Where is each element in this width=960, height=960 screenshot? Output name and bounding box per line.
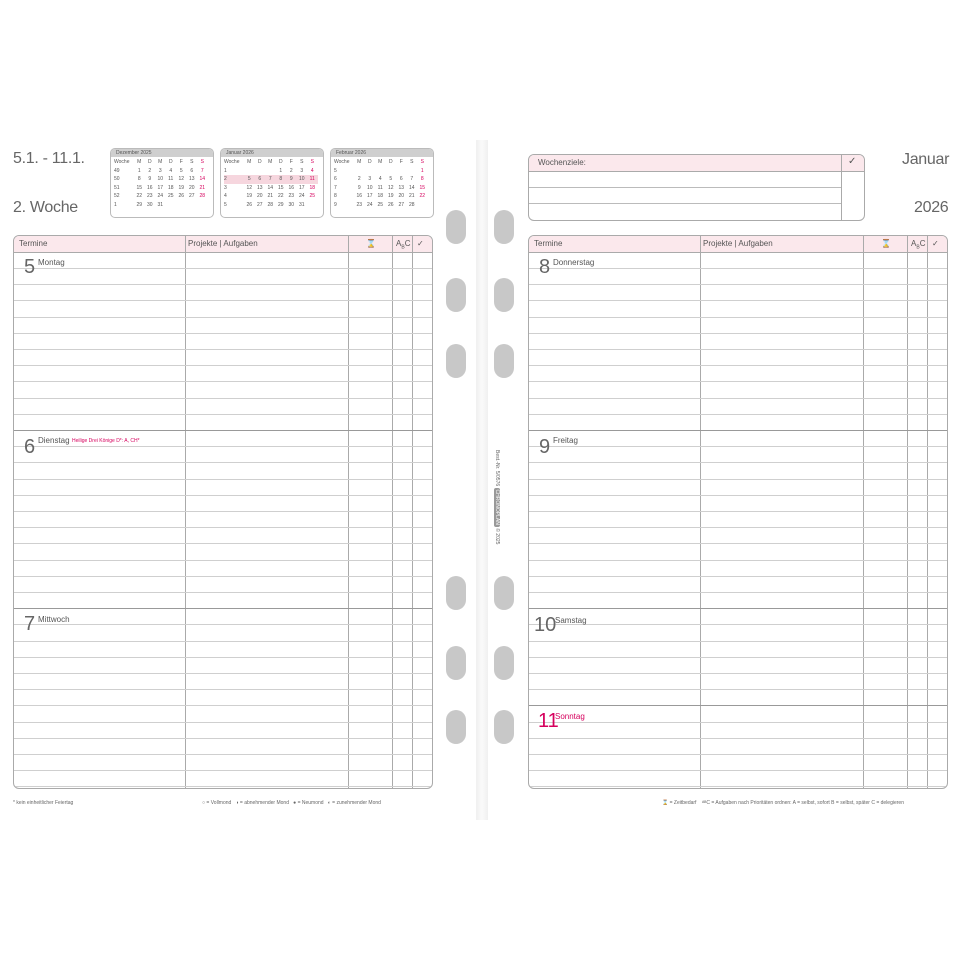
ruled-line	[529, 576, 947, 577]
week-label: 2. Woche	[13, 199, 78, 216]
binder-hole	[446, 576, 466, 610]
new-moon-icon: ●	[293, 800, 297, 806]
ruled-line	[14, 673, 432, 674]
ruled-line	[14, 592, 432, 593]
day-number: 9	[539, 436, 551, 458]
ruled-line	[529, 722, 947, 723]
ruled-line	[14, 349, 432, 350]
ruled-line	[529, 462, 947, 463]
ruled-line	[529, 608, 947, 609]
ruled-line	[14, 608, 432, 609]
ruled-line	[529, 365, 947, 366]
ruled-line	[529, 560, 947, 561]
ruled-line	[529, 268, 947, 269]
brand-badge: CHRONOPLAN	[494, 489, 500, 525]
col-termine: Termine	[19, 239, 48, 248]
ruled-line	[14, 560, 432, 561]
ruled-line	[14, 300, 432, 301]
ruled-line	[529, 754, 947, 755]
day-name: Freitag	[553, 436, 578, 445]
ruled-line	[529, 641, 947, 642]
imprint	[494, 450, 500, 544]
mini-calendar-december: Dezember 2025 Woche M D M D F S S 49 1 2 3 4 5 6 7 50 8 9 10 11 12 13 14 51 15 16 17 18 19 20 21 52 22 23 24 25 26 27 28 1 29 30 31	[110, 148, 214, 218]
mini-calendar-title: Februar 2026	[331, 149, 433, 157]
ruled-line	[14, 398, 432, 399]
ruled-line	[14, 576, 432, 577]
order-number: Best.-Nr. 5/0576	[494, 450, 500, 487]
day-number: 10	[534, 614, 557, 636]
day-name-sunday: Sonntag	[555, 712, 585, 721]
col-projekte: Projekte | Aufgaben	[188, 239, 258, 248]
ruled-line	[14, 365, 432, 366]
full-moon-icon: ○	[202, 800, 206, 806]
ruled-line	[529, 317, 947, 318]
ruled-line	[529, 689, 947, 690]
day-number: 7	[24, 613, 36, 635]
ruled-line	[529, 543, 947, 544]
ruled-line	[529, 430, 947, 431]
weekly-goals-box[interactable]	[528, 154, 865, 221]
binder-hole	[446, 344, 466, 378]
ruled-line	[529, 446, 947, 447]
day-name: Donnerstag	[553, 258, 595, 267]
day-number: 5	[24, 256, 36, 278]
ruled-line	[14, 657, 432, 658]
weekly-goals-label: Wochenziele:	[529, 155, 864, 172]
abc-icon: $A_BC$	[911, 239, 926, 251]
ruled-line	[14, 543, 432, 544]
date-range: 5.1. - 11.1.	[13, 150, 85, 167]
ruled-line	[529, 511, 947, 512]
mini-calendar-title: Januar 2026	[221, 149, 323, 157]
ruled-line	[529, 333, 947, 334]
day-name: Montag	[38, 258, 65, 267]
day-number: 6	[24, 436, 36, 458]
binder-hole	[446, 278, 466, 312]
goals-line	[529, 187, 842, 188]
abc-icon: $A_BC$	[396, 239, 411, 251]
check-icon: ✓	[848, 156, 857, 167]
mini-calendar-february: Februar 2026 Woche M D M D F S S 5 1 6 2 3 4 5 6 7 8 7 9 10 11 12 13 14 15 8 16 17 18 19 20 21 22 9 23 24 25 26 27 28	[330, 148, 434, 218]
ruled-line	[14, 770, 432, 771]
moon-legend: ○ = Vollmond ◑ = abnehmender Mond ● = Neumond ◐ = zunehmender Mond	[202, 800, 381, 806]
planner-legend: ⌛ = Zeitbedarf ᴬᴮC = Aufgaben nach Prioritäten ordnen: A = selbst, sofort B = selbst, später C = delegieren	[662, 800, 904, 806]
binder-hole	[494, 344, 514, 378]
ruled-line	[14, 786, 432, 787]
ruled-line	[14, 722, 432, 723]
ruled-line	[529, 398, 947, 399]
ruled-line	[529, 284, 947, 285]
page-gutter	[476, 140, 488, 820]
hourglass-icon: ⌛	[662, 800, 669, 806]
binder-hole	[446, 710, 466, 744]
ruled-line	[529, 495, 947, 496]
ruled-line	[14, 430, 432, 431]
ruled-line	[14, 462, 432, 463]
goals-check-column	[841, 155, 864, 220]
ruled-line	[14, 738, 432, 739]
waning-moon-icon: ◑	[235, 800, 239, 806]
year-label: 2026	[914, 199, 949, 216]
column-header	[14, 236, 432, 253]
mini-calendar-january: Januar 2026 Woche M D M D F S S 1 1 2 3 4 2 5 6 7 8 9 10 11 3 12 13 14 15 16 17 18 4 19 20 21 22 23 24 25 5 26 27 28 29 30 31	[220, 148, 324, 218]
ruled-line	[529, 592, 947, 593]
binder-hole	[494, 278, 514, 312]
goals-line	[529, 203, 842, 204]
check-icon: ✓	[417, 239, 424, 248]
ruled-line	[14, 689, 432, 690]
ruled-line	[14, 624, 432, 625]
check-icon: ✓	[932, 239, 939, 248]
day-name: Mittwoch	[38, 615, 70, 624]
planner-page-left	[13, 235, 433, 789]
ruled-line	[14, 268, 432, 269]
ruled-line	[529, 738, 947, 739]
ruled-line	[529, 786, 947, 787]
binder-hole	[494, 710, 514, 744]
ruled-line	[529, 770, 947, 771]
ruled-line	[14, 527, 432, 528]
col-projekte: Projekte | Aufgaben	[703, 239, 773, 248]
day-number-sunday: 11	[538, 710, 559, 732]
copyright: © 2025	[494, 528, 500, 545]
ruled-line	[14, 414, 432, 415]
binder-hole	[494, 210, 514, 244]
binder-hole	[494, 646, 514, 680]
hourglass-icon: ⌛	[366, 239, 376, 248]
ruled-line	[14, 446, 432, 447]
ruled-line	[529, 527, 947, 528]
ruled-line	[14, 705, 432, 706]
col-termine: Termine	[534, 239, 563, 248]
ruled-line	[529, 414, 947, 415]
ruled-line	[14, 754, 432, 755]
day-number: 8	[539, 256, 551, 278]
ruled-line	[14, 495, 432, 496]
ruled-line	[14, 511, 432, 512]
ruled-line	[529, 705, 947, 706]
ruled-line	[529, 673, 947, 674]
day-name: Samstag	[555, 616, 587, 625]
waxing-moon-icon: ◐	[327, 800, 331, 806]
ruled-line	[529, 479, 947, 480]
binder-hole	[494, 576, 514, 610]
ruled-line	[14, 381, 432, 382]
binder-hole	[446, 210, 466, 244]
month-label: Januar	[902, 151, 950, 168]
ruled-line	[14, 479, 432, 480]
abc-icon: ᴬᴮC	[702, 800, 710, 806]
planner-page-right	[528, 235, 948, 789]
ruled-line	[529, 381, 947, 382]
mini-calendar-title: Dezember 2025	[111, 149, 213, 157]
ruled-line	[14, 317, 432, 318]
binder-hole	[446, 646, 466, 680]
ruled-line	[529, 349, 947, 350]
ruled-line	[529, 300, 947, 301]
ruled-line	[14, 333, 432, 334]
holiday-note: Heilige Drei Könige D*: A, CH*	[72, 438, 140, 444]
ruled-line	[529, 657, 947, 658]
ruled-line	[14, 284, 432, 285]
ruled-line	[529, 624, 947, 625]
column-header	[529, 236, 947, 253]
hourglass-icon: ⌛	[881, 239, 891, 248]
ruled-line	[14, 641, 432, 642]
holiday-footnote: * kein einheitlicher Feiertag	[13, 800, 74, 806]
day-name: Dienstag	[38, 436, 70, 445]
